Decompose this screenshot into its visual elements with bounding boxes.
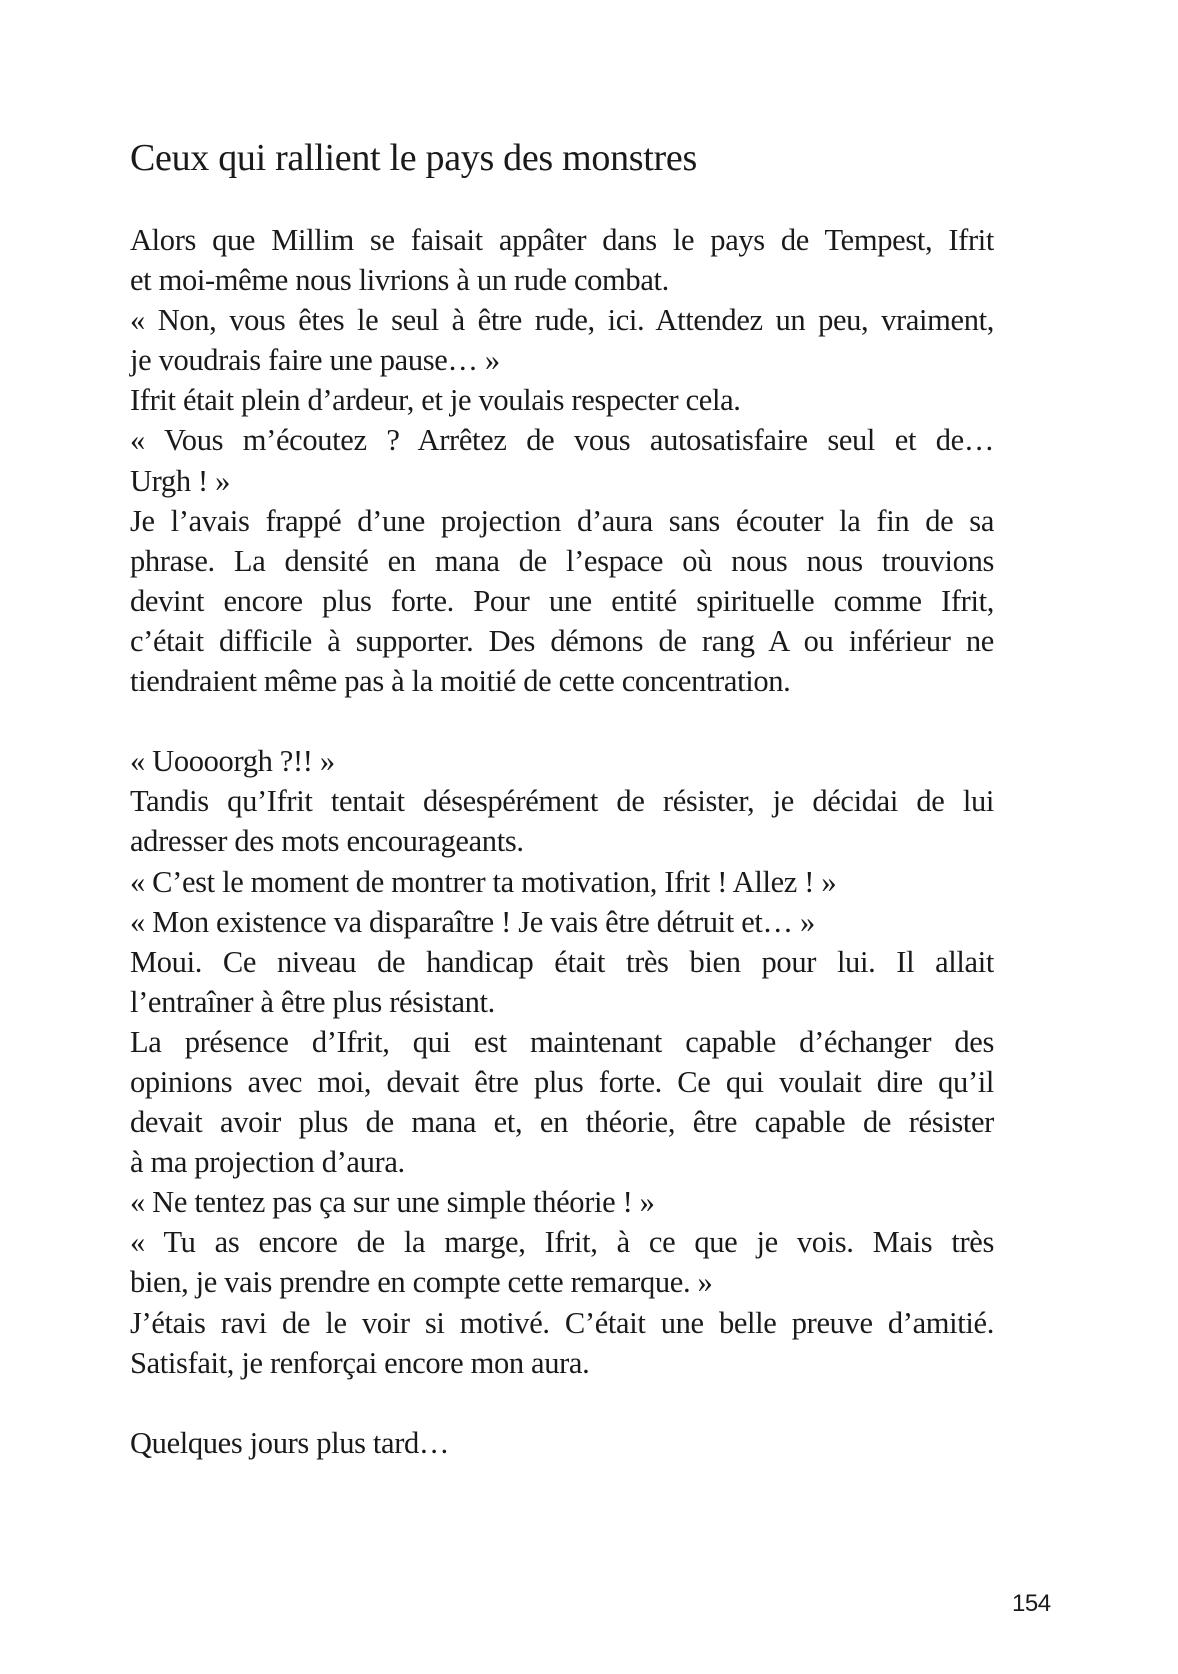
text-line: Alors que Millim se faisait appâter dans le pays de Tempest, Ifrit — [130, 223, 994, 257]
text-line: La présence d’Ifrit, qui est maintenant capable d’échanger des — [130, 1024, 994, 1059]
text-line: Je l’avais frappé d’une projection d’aura sans écouter la fin de sa — [130, 503, 994, 538]
text-line: je voudrais faire une pause… » — [130, 343, 500, 378]
text-line: l’entraîner à être plus résistant. — [130, 984, 495, 1019]
text-line: adresser des mots encourageants. — [130, 824, 524, 859]
text-line: devint encore plus forte. Pour une entité spirituelle comme Ifrit, — [130, 583, 994, 618]
text-line: Urgh ! » — [130, 463, 230, 498]
text-line: bien, je vais prendre en compte cette remarque. » — [130, 1265, 713, 1300]
text-line: « Uoooorgh ?!! » — [130, 744, 335, 779]
text-line: Moui. Ce niveau de handicap était très bien pour lui. Il allait — [130, 944, 994, 979]
text-line: c’était difficile à supporter. Des démons de rang A ou inférieur ne — [130, 623, 994, 658]
text-line: Ifrit était plein d’ardeur, et je voulais respecter cela. — [130, 383, 741, 418]
chapter-title: Ceux qui rallient le pays des monstres — [130, 137, 697, 179]
text-line: devait avoir plus de mana et, en théorie, être capable de résister — [130, 1105, 994, 1140]
text-line: à ma projection d’aura. — [130, 1145, 405, 1180]
text-line: phrase. La densité en mana de l’espace où nous nous trouvions — [130, 543, 994, 578]
text-line: « Vous m’écoutez ? Arrêtez de vous autosatisfaire seul et de… — [130, 423, 994, 458]
paragraph-gap — [130, 701, 994, 741]
page-number: 154 — [1012, 1590, 1051, 1617]
text-line: Satisfait, je renforçai encore mon aura. — [130, 1345, 590, 1380]
body-text — [130, 220, 994, 1463]
text-line: J’étais ravi de le voir si motivé. C’était une belle preuve d’amitié. — [130, 1305, 994, 1340]
text-line: tiendraient même pas à la moitié de cette concentration. — [130, 664, 791, 699]
text-line: et moi-même nous livrions à un rude combat. — [130, 263, 669, 298]
text-line: Quelques jours plus tard… — [130, 1425, 450, 1460]
text-line: « C’est le moment de montrer ta motivation, Ifrit ! Allez ! » — [130, 864, 837, 899]
text-line: « Tu as encore de la marge, Ifrit, à ce que je vois. Mais très — [130, 1225, 994, 1260]
text-line: Tandis qu’Ifrit tentait désespérément de résister, je décidai de lui — [130, 784, 994, 819]
text-line: « Ne tentez pas ça sur une simple théorie ! » — [130, 1185, 655, 1220]
paragraph-gap — [130, 1383, 994, 1423]
text-line: « Non, vous êtes le seul à être rude, ici. Attendez un peu, vraiment, — [130, 303, 994, 338]
text-line: « Mon existence va disparaître ! Je vais être détruit et… » — [130, 904, 815, 939]
text-line: opinions avec moi, devait être plus forte. Ce qui voulait dire qu’il — [130, 1064, 994, 1099]
